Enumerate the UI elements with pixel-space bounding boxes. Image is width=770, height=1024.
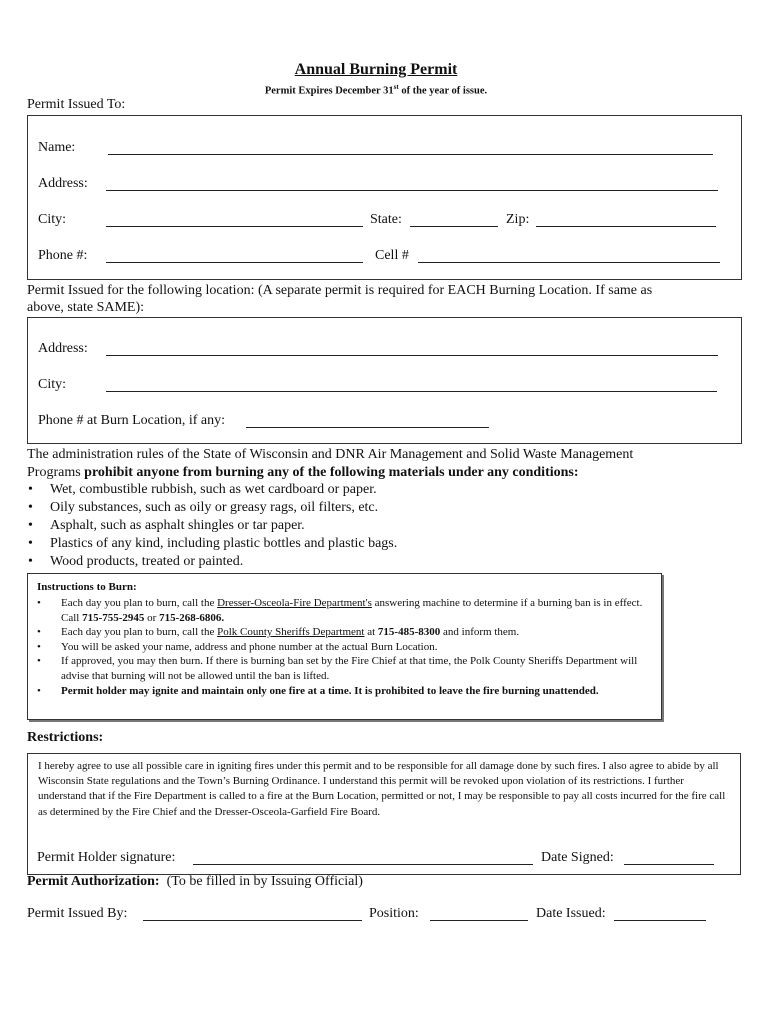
restrictions-text: I hereby agree to use all possible care in igniting fires under this permit and to be responsible for all damage done by such fires. I also agree to abide by all Wisconsin State regulations and the Town’s Burning Ordinance. I understand this permit will be revoked upon violation of its restrictions. I further understand that if the Fire Department is called to a fire at the Burn Location, permitted or not, I may be responsible to pay all costs incurred for the fire call as determined by the Fire Chief and the Dresser-Osceola-Garfield Fire Board. [38,760,726,818]
bullet-icon: • [37,626,41,639]
location-heading: Permit Issued for the following location: (A separate permit is required for EACH Burning Location. If same as [27,283,653,298]
address-field[interactable] [106,190,718,191]
location-address-label: Address: [38,341,88,356]
zip-field[interactable] [536,226,716,227]
list-item: • Each day you plan to burn, call the Dresser-Osceola-Fire Department's answering machine to determine if a burning ban is in effect. Call 715-755-2945 or 715-268-6806. [37,597,643,624]
location-phone-field[interactable] [246,427,489,428]
instructions-list [36,596,648,698]
bullet-icon: • [37,640,41,653]
zip-label: Zip: [506,212,530,227]
list-item: • Oily substances, such as oily or greasy rags, oil filters, etc. [28,500,379,515]
restrictions-box [27,753,741,875]
bullet-icon: • [37,655,41,668]
restrictions-heading: Restrictions: [27,730,104,745]
location-city-label: City: [38,377,67,392]
bullet-icon: • [28,500,33,515]
issued-by-field[interactable] [143,920,362,921]
position-field[interactable] [430,920,528,921]
bullet-icon: • [28,482,33,497]
list-item: • Wood products, treated or painted. [28,554,244,569]
list-item: • Permit holder may ignite and maintain only one fire at a time. It is prohibited to leave the fire burning unattended. [37,684,599,697]
list-item: • Asphalt, such as asphalt shingles or tar paper. [28,518,305,533]
issued-by-label: Permit Issued By: [27,906,128,921]
state-field[interactable] [410,226,498,227]
date-issued-label: Date Issued: [536,906,606,921]
bullet-icon: • [37,597,41,609]
list-item: • Plastics of any kind, including plastic bottles and plastic bags. [28,536,398,551]
rules-paragraph: The administration rules of the State of Wisconsin and DNR Air Management and Solid Waste Management Programs prohibit anyone from burning any of the following materials under any conditions: [27,447,634,480]
name-field[interactable] [108,154,713,155]
list-item: • You will be asked your name, address and phone number at the actual Burn Location. [37,640,438,653]
location-heading-cont: above, state SAME): [27,300,145,315]
city-label: City: [38,212,67,227]
instructions-box [27,573,662,720]
date-issued-field[interactable] [614,920,706,921]
list-item: • Each day you plan to burn, call the Polk County Sheriffs Department at 715-485-8300 and inform them. [37,626,520,639]
cell-field[interactable] [418,262,720,263]
bullet-icon: • [37,684,41,697]
expiry-note: Permit Expires December 31st of the year of issue. [264,83,488,97]
phone-field[interactable] [106,262,363,263]
signature-field[interactable] [193,864,533,865]
cell-label: Cell # [375,248,409,263]
authorization-heading: Permit Authorization: (To be filled in by Issuing Official) [27,874,363,889]
issued-to-heading: Permit Issued To: [27,97,126,112]
state-label: State: [370,212,402,227]
fire-department-link: Dresser-Osceola-Fire Department's [217,597,372,609]
date-signed-field[interactable] [624,864,714,865]
signature-label: Permit Holder signature: [37,850,176,865]
prohibited-materials-list [27,481,397,571]
bullet-icon: • [28,554,33,569]
list-item: • If approved, you may then burn. If there is burning ban set by the Fire Chief at that time, the Polk County Sheriffs Department will advise that burning will not be allowed until the ban is lifted. [37,655,638,682]
address-label: Address: [38,176,88,191]
city-field[interactable] [106,226,363,227]
form-title: Annual Burning Permit [294,61,458,78]
bullet-icon: • [28,536,33,551]
location-phone-label: Phone # at Burn Location, if any: [38,413,226,428]
sheriff-department-link: Polk County Sheriffs Department [217,626,365,639]
location-city-field[interactable] [106,391,717,392]
phone-label: Phone #: [38,248,88,263]
location-address-field[interactable] [106,355,718,356]
list-item: • Wet, combustible rubbish, such as wet cardboard or paper. [28,482,377,497]
instructions-heading: Instructions to Burn: [37,581,137,593]
date-signed-label: Date Signed: [541,850,614,865]
position-label: Position: [369,906,419,921]
name-label: Name: [38,140,76,155]
bullet-icon: • [28,518,33,533]
